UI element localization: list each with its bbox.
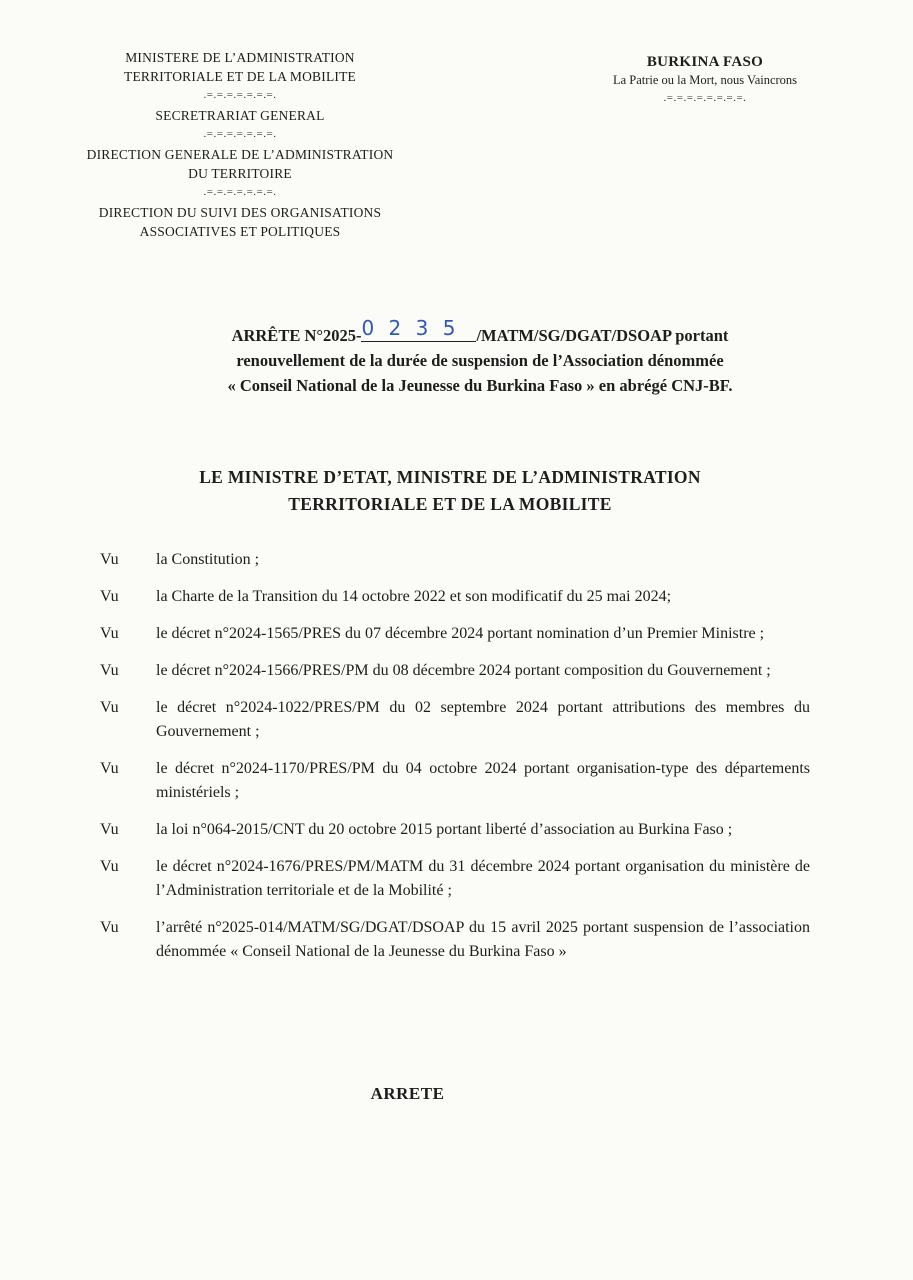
ministry-name-line1: MINISTERE DE L’ADMINISTRATION <box>125 50 355 65</box>
directorate-general-line1: DIRECTION GENERALE DE L’ADMINISTRATION <box>86 147 394 162</box>
visa-text: le décret n°2024-1565/PRES du 07 décembre 2024 portant nomination d’un Premier Ministre ; <box>156 625 765 642</box>
visa-label: Vu <box>100 699 119 716</box>
visa-text: le décret n°2024-1022/PRES/PM du 02 septembre 2024 portant attributions des membres du Gouvernement ; <box>156 699 810 740</box>
directorate-line2: ASSOCIATIVES ET POLITIQUES <box>139 224 341 239</box>
visa-text: la Constitution ; <box>156 551 260 568</box>
visa-item <box>100 548 810 572</box>
visa-text: la Charte de la Transition du 14 octobre 2022 et son modificatif du 25 mai 2024; <box>156 588 672 605</box>
separator: .=.=.=.=.=.=.=. <box>203 186 277 198</box>
national-motto: La Patrie ou la Mort, nous Vaincrons <box>612 73 798 87</box>
visa-item <box>100 916 810 964</box>
minister-heading-line1: LE MINISTRE D’ETAT, MINISTRE DE L’ADMINISTRATION <box>199 467 701 487</box>
country-name: BURKINA FASO <box>646 54 764 70</box>
visa-item <box>100 855 810 903</box>
separator: .=.=.=.=.=.=.=.=. <box>663 92 747 104</box>
arrete-heading: ARRETE <box>370 1084 445 1103</box>
visa-label: Vu <box>100 821 119 838</box>
visa-item <box>100 659 810 683</box>
minister-heading <box>100 464 800 518</box>
visa-text: le décret n°2024-1676/PRES/PM/MATM du 31 décembre 2024 portant organisation du ministère de l’Administration territoriale et de la Mobilité ; <box>156 858 810 899</box>
visa-label: Vu <box>100 551 119 568</box>
visa-item <box>100 696 810 744</box>
ministry-name-line2: TERRITORIALE ET DE LA MOBILITE <box>124 69 356 84</box>
visa-text: l’arrêté n°2025-014/MATM/SG/DGAT/DSOAP du 15 avril 2025 portant suspension de l’association dénommée « Conseil National de la Jeunesse du Burkina Faso » <box>156 919 810 960</box>
decree-title <box>110 316 850 398</box>
visa-label: Vu <box>100 919 119 936</box>
handwritten-decree-number: 0 2 3 5 <box>361 316 476 342</box>
visa-text: le décret n°2024-1566/PRES/PM du 08 décembre 2024 portant composition du Gouvernement ; <box>156 662 771 679</box>
visa-label: Vu <box>100 588 119 605</box>
separator: .=.=.=.=.=.=.=. <box>203 89 277 101</box>
separator: .=.=.=.=.=.=.=. <box>203 128 277 140</box>
directorate-general-line2: DU TERRITOIRE <box>188 166 292 181</box>
decree-number-prefix: ARRÊTE N°2025- <box>231 326 362 345</box>
visa-item <box>100 757 810 805</box>
visa-label: Vu <box>100 662 119 679</box>
visa-item <box>100 818 810 842</box>
visa-label: Vu <box>100 760 119 777</box>
directorate-line1: DIRECTION DU SUIVI DES ORGANISATIONS <box>98 205 382 220</box>
ministry-header <box>40 48 440 241</box>
visa-list <box>100 548 810 977</box>
visa-label: Vu <box>100 858 119 875</box>
visa-item <box>100 622 810 646</box>
minister-heading-line2: TERRITORIALE ET DE LA MOBILITE <box>288 494 612 514</box>
visa-text: le décret n°2024-1170/PRES/PM du 04 octobre 2024 portant organisation-type des départements ministériels ; <box>156 760 810 801</box>
decree-title-line1 <box>110 316 850 348</box>
decree-title-line3: « Conseil National de la Jeunesse du Burkina Faso » en abrégé CNJ-BF. <box>227 376 733 395</box>
secretariat-name: SECRETRARIAT GENERAL <box>155 108 325 123</box>
decree-title-line2: renouvellement de la durée de suspension de l’Association dénommée <box>236 351 724 370</box>
country-header <box>580 52 830 109</box>
visa-label: Vu <box>100 625 119 642</box>
visa-item <box>100 585 810 609</box>
decree-number-suffix: /MATM/SG/DGAT/DSOAP portant <box>476 326 729 345</box>
visa-text: la loi n°064-2015/CNT du 20 octobre 2015 portant liberté d’association au Burkina Faso ; <box>156 821 733 838</box>
